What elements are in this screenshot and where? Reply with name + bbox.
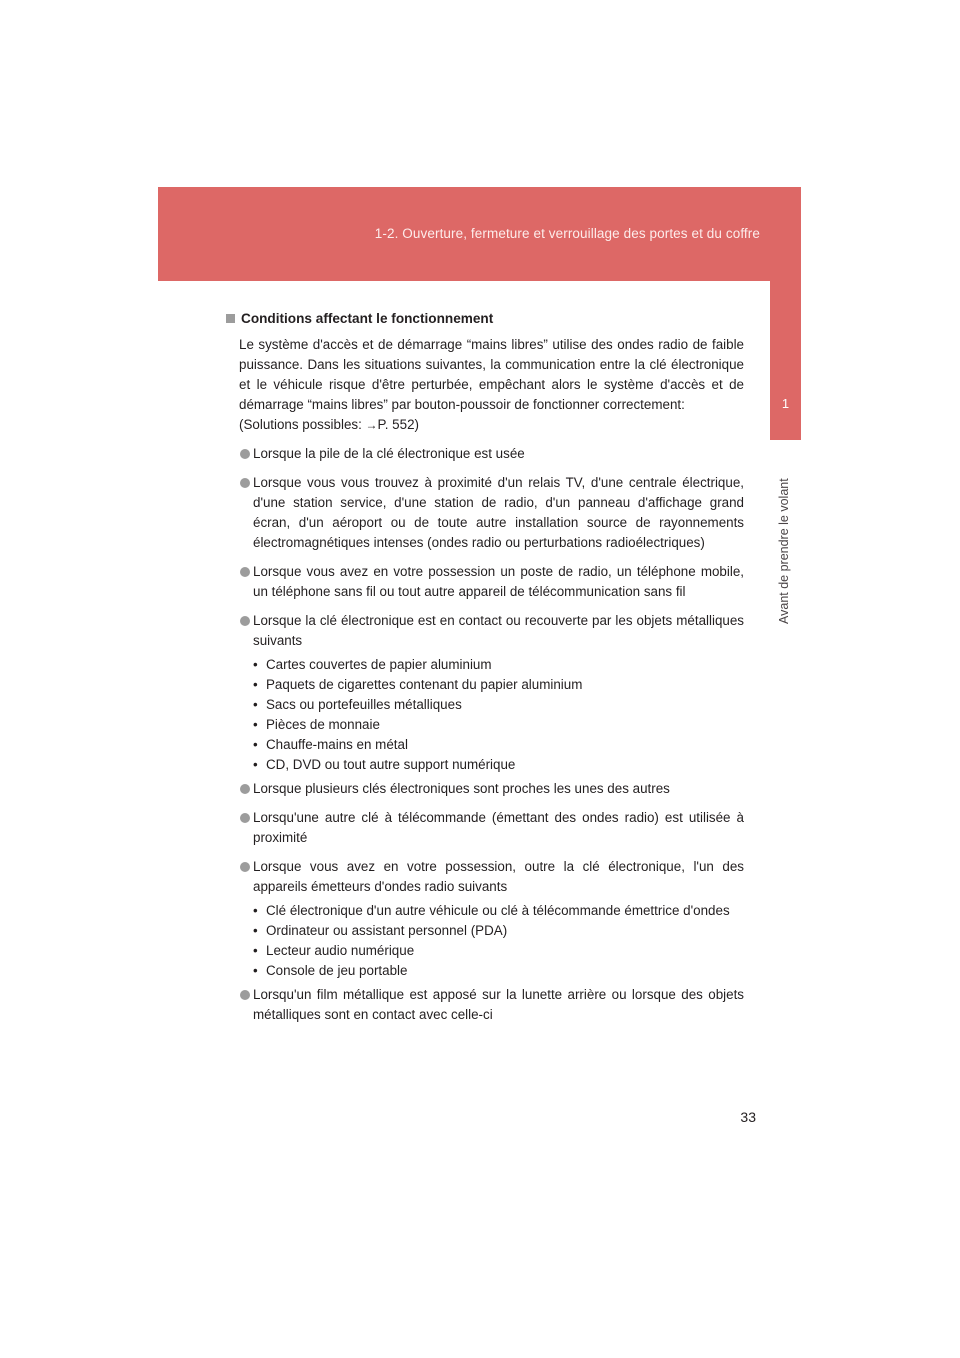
- section-heading-text: Conditions affectant le fonctionnement: [241, 311, 494, 326]
- sub-item-text: Lecteur audio numérique: [266, 943, 415, 958]
- small-bullet-icon: •: [253, 657, 258, 672]
- bullet-item: [224, 985, 744, 1025]
- bullet-item: [224, 562, 744, 602]
- sub-list-item: [224, 695, 744, 715]
- reference-line: [239, 415, 744, 435]
- round-bullet-icon: [240, 813, 250, 823]
- sub-item-text: Pièces de monnaie: [266, 717, 380, 732]
- bullet-text: Lorsque vous vous trouvez à proximité d'un relais TV, d'une centrale électrique, d'une station service, d'une station de radio, d'un panneau d'affichage grand écran, d'un aéroport ou de toute autre installation source de rayonnements électromagnétiques intenses (ondes radio ou perturbations radioélectriques): [253, 475, 744, 550]
- bullet-text: Lorsque la clé électronique est en contact ou recouverte par les objets métalliques suivants: [253, 613, 744, 648]
- bullet-list: [224, 444, 744, 1025]
- sub-item-text: Paquets de cigarettes contenant du papier aluminium: [266, 677, 583, 692]
- small-bullet-icon: •: [253, 757, 258, 772]
- section-heading: [224, 309, 744, 329]
- bullet-text: Lorsqu'un film métallique est apposé sur la lunette arrière ou lorsque des objets métalliques sont en contact avec celle-ci: [253, 987, 744, 1022]
- bullet-text: Lorsqu'une autre clé à télécommande (émettant des ondes radio) est utilisée à proximité: [253, 810, 744, 845]
- bullet-item: [224, 473, 744, 553]
- sub-list-item: [224, 961, 744, 981]
- chapter-tab: [770, 187, 801, 440]
- round-bullet-icon: [240, 478, 250, 488]
- sub-item-text: Sacs ou portefeuilles métalliques: [266, 697, 462, 712]
- page-content: [224, 309, 744, 1034]
- small-bullet-icon: •: [253, 737, 258, 752]
- sub-list-item: [224, 675, 744, 695]
- bullet-item: [224, 779, 744, 799]
- intro-paragraph: [239, 335, 744, 435]
- small-bullet-icon: •: [253, 963, 258, 978]
- sub-item-text: Chauffe-mains en métal: [266, 737, 408, 752]
- sub-list-item: [224, 715, 744, 735]
- header-band: [158, 187, 800, 281]
- arrow-right-icon: →: [365, 418, 378, 432]
- bullet-item: [224, 444, 744, 464]
- chapter-title: 1-2. Ouverture, fermeture et verrouillage des portes et du coffre: [374, 226, 760, 241]
- page-number: 33: [740, 1109, 756, 1125]
- small-bullet-icon: •: [253, 903, 258, 918]
- bullet-text: Lorsque la pile de la clé électronique est usée: [253, 446, 525, 461]
- round-bullet-icon: [240, 862, 250, 872]
- small-bullet-icon: •: [253, 677, 258, 692]
- reference-page: P. 552): [377, 417, 419, 432]
- sub-list-item: [224, 735, 744, 755]
- reference-prefix: (Solutions possibles:: [239, 417, 366, 432]
- chapter-label: Avant de prendre le volant: [777, 478, 791, 624]
- sub-item-text: Ordinateur ou assistant personnel (PDA): [266, 923, 508, 938]
- sub-list-item: [224, 941, 744, 961]
- sub-list-item: [224, 921, 744, 941]
- round-bullet-icon: [240, 784, 250, 794]
- small-bullet-icon: •: [253, 697, 258, 712]
- square-bullet-icon: [226, 314, 235, 323]
- small-bullet-icon: •: [253, 717, 258, 732]
- sub-list-item: [224, 755, 744, 775]
- sub-item-text: Console de jeu portable: [266, 963, 408, 978]
- bullet-item: [224, 611, 744, 651]
- round-bullet-icon: [240, 567, 250, 577]
- sub-item-text: Cartes couvertes de papier aluminium: [266, 657, 492, 672]
- bullet-item: [224, 857, 744, 897]
- sub-list-item: [224, 901, 744, 921]
- round-bullet-icon: [240, 616, 250, 626]
- small-bullet-icon: •: [253, 943, 258, 958]
- sub-item-text: CD, DVD ou tout autre support numérique: [266, 757, 516, 772]
- sub-list: [224, 655, 744, 775]
- bullet-item: [224, 808, 744, 848]
- bullet-text: Lorsque vous avez en votre possession un poste de radio, un téléphone mobile, un téléphone sans fil ou tout autre appareil de télécommunication sans fil: [253, 564, 744, 599]
- bullet-text: Lorsque vous avez en votre possession, outre la clé électronique, l'un des appareils émetteurs d'ondes radio suivants: [253, 859, 744, 894]
- small-bullet-icon: •: [253, 923, 258, 938]
- round-bullet-icon: [240, 990, 250, 1000]
- sub-list: [224, 901, 744, 981]
- round-bullet-icon: [240, 449, 250, 459]
- intro-text: Le système d'accès et de démarrage “mains libres” utilise des ondes radio de faible puissance. Dans les situations suivantes, la communication entre la clé électronique et le véhicule risque d'être perturbée, empêchant alors le système d'accès et de démarrage “mains libres” par bouton-poussoir de fonctionner correctement:: [239, 337, 744, 412]
- sub-item-text: Clé électronique d'un autre véhicule ou clé à télécommande émettrice d'ondes: [266, 903, 730, 918]
- bullet-text: Lorsque plusieurs clés électroniques sont proches les unes des autres: [253, 781, 670, 796]
- chapter-number: 1: [781, 396, 790, 411]
- sub-list-item: [224, 655, 744, 675]
